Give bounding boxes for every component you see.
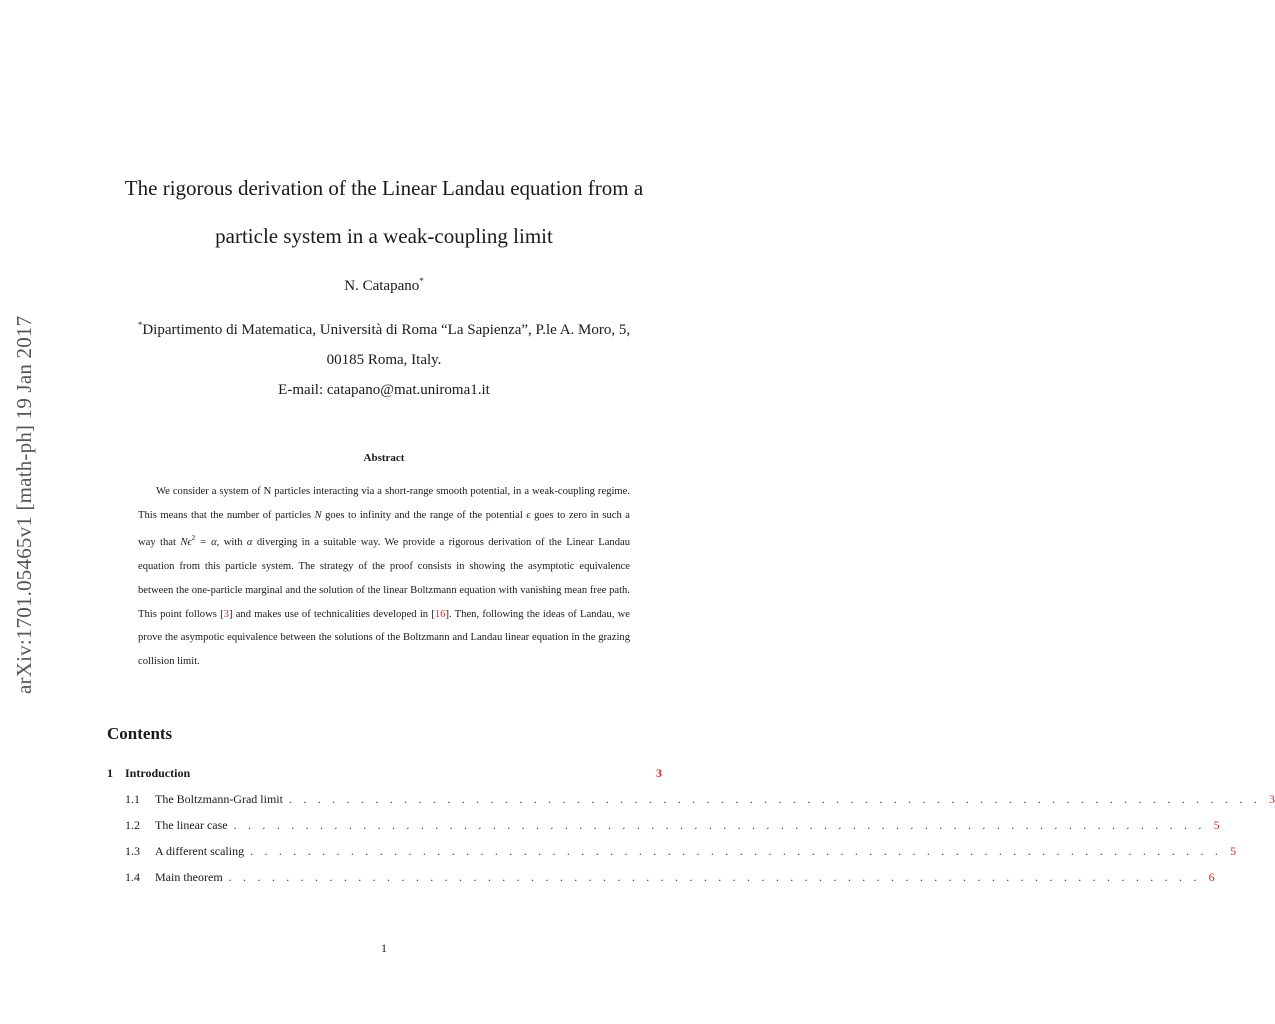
toc-entry-title: Introduction <box>125 766 196 781</box>
page-number: 1 <box>381 941 387 955</box>
toc-leader: . . . . . . . . . . . . . . . . . . . . . . . . . . . . . . . . . . . . . . . . . . . . . . . . . . . . . . . . . . . . . . . . . . . . <box>228 870 1201 884</box>
author-name: N. Catapano <box>344 278 420 294</box>
affiliation-footnote-mark: * <box>137 320 143 330</box>
symbol-epsilon: ϵ <box>526 509 531 521</box>
toc-entry-different-scaling[interactable] <box>107 844 1237 860</box>
toc-page-link[interactable]: 3 <box>1268 792 1275 806</box>
paper-title-line-1: The rigorous derivation of the Linear Landau equation from a <box>124 176 644 200</box>
symbol-n: N <box>314 509 322 521</box>
toc-entry-title: The Boltzmann-Grad limit <box>155 792 289 807</box>
toc-leader: . . . . . . . . . . . . . . . . . . . . . . . . . . . . . . . . . . . . . . . . . . . . . . . . . . . . . . . . . . . . . . . . . . . . <box>233 818 1206 832</box>
toc-entry-number: 1.1 <box>125 792 140 806</box>
paper-title-line-2: particle system in a weak-coupling limit <box>215 224 553 248</box>
toc-entry-boltzmann-grad-limit[interactable] <box>107 792 1275 808</box>
toc-page-link[interactable]: 5 <box>1213 818 1220 832</box>
abstract-body <box>138 480 630 674</box>
toc-page-link[interactable]: 6 <box>1208 870 1215 884</box>
affiliation-line-2: 00185 Roma, Italy. <box>326 352 442 368</box>
contents-heading: Contents <box>107 724 173 743</box>
arxiv-stamp: arXiv:1701.05465v1 [math-ph] 19 Jan 2017 <box>12 315 36 695</box>
toc-entry-number: 1 <box>107 766 113 780</box>
toc-leader: . . . . . . . . . . . . . . . . . . . . . . . . . . . . . . . . . . . . . . . . . . . . . . . . . . . . . . . . . . . . . . . . . . . . <box>250 844 1223 858</box>
affiliation-line-1 <box>96 320 672 339</box>
affiliation-text: Dipartimento di Matematica, Università di Roma “La Sapienza”, P.le A. Moro, 5, <box>142 322 631 338</box>
toc-entry-number: 1.3 <box>125 844 140 858</box>
citation-link-3[interactable]: 3 <box>223 608 229 620</box>
abstract-text-7: ]. Then, following the ideas of Landau, we prove the asympotic equivalence between the solutions of the Boltzmann and Landau linear equation in the grazing collision limit. <box>138 608 631 667</box>
abstract-text-5: diverging in a suitable way. We provide a rigorous derivation of the Linear Landau equation from this particle system. The strategy of the proof consists in showing the asymptotic equivalence between the one-particle marginal and the solution of the linear Boltzmann equation with vanishing mean free path. This point follows [ <box>138 537 630 620</box>
toc-entry-main-theorem[interactable] <box>107 870 1215 886</box>
equation-exponent: 2 <box>191 534 196 543</box>
author <box>96 276 672 295</box>
abstract-text-3: goes to zero in such a way that <box>138 509 631 549</box>
symbol-alpha: α <box>246 537 253 549</box>
toc-entry-number: 1.4 <box>125 870 140 884</box>
equation-lhs: Nϵ <box>180 537 192 549</box>
toc-entry-linear-case[interactable] <box>107 818 1220 834</box>
toc-page-link[interactable]: 3 <box>656 766 662 780</box>
toc-leader: . . . . . . . . . . . . . . . . . . . . . . . . . . . . . . . . . . . . . . . . . . . . . . . . . . . . . . . . . . . . . . . . . . . . <box>288 792 1261 806</box>
equation-scaling <box>180 534 217 549</box>
abstract-text-2: goes to infinity and the range of the potential <box>321 509 527 521</box>
abstract-text-6: ] and makes use of technicalities developed in [ <box>228 608 435 620</box>
abstract-text-4: , with <box>216 537 247 549</box>
equation-rhs: = α <box>195 537 217 549</box>
author-email: E-mail: catapano@mat.uniroma1.it <box>278 382 490 398</box>
toc-entry-title: The linear case <box>155 818 234 833</box>
toc-entry-number: 1.2 <box>125 818 140 832</box>
toc-entry-title: A different scaling <box>155 844 250 859</box>
author-footnote-mark: * <box>419 276 424 286</box>
abstract-text-1: We consider a system of N particles interacting via a short-range smooth potential, in a weak-coupling regime. This means that the number of particles <box>138 486 630 521</box>
citation-link-16[interactable]: 16 <box>434 608 446 620</box>
toc-entry-introduction[interactable] <box>107 766 662 782</box>
toc-page-link[interactable]: 5 <box>1230 844 1237 858</box>
toc-entry-title: Main theorem <box>155 870 229 885</box>
abstract-heading: Abstract <box>363 452 405 464</box>
